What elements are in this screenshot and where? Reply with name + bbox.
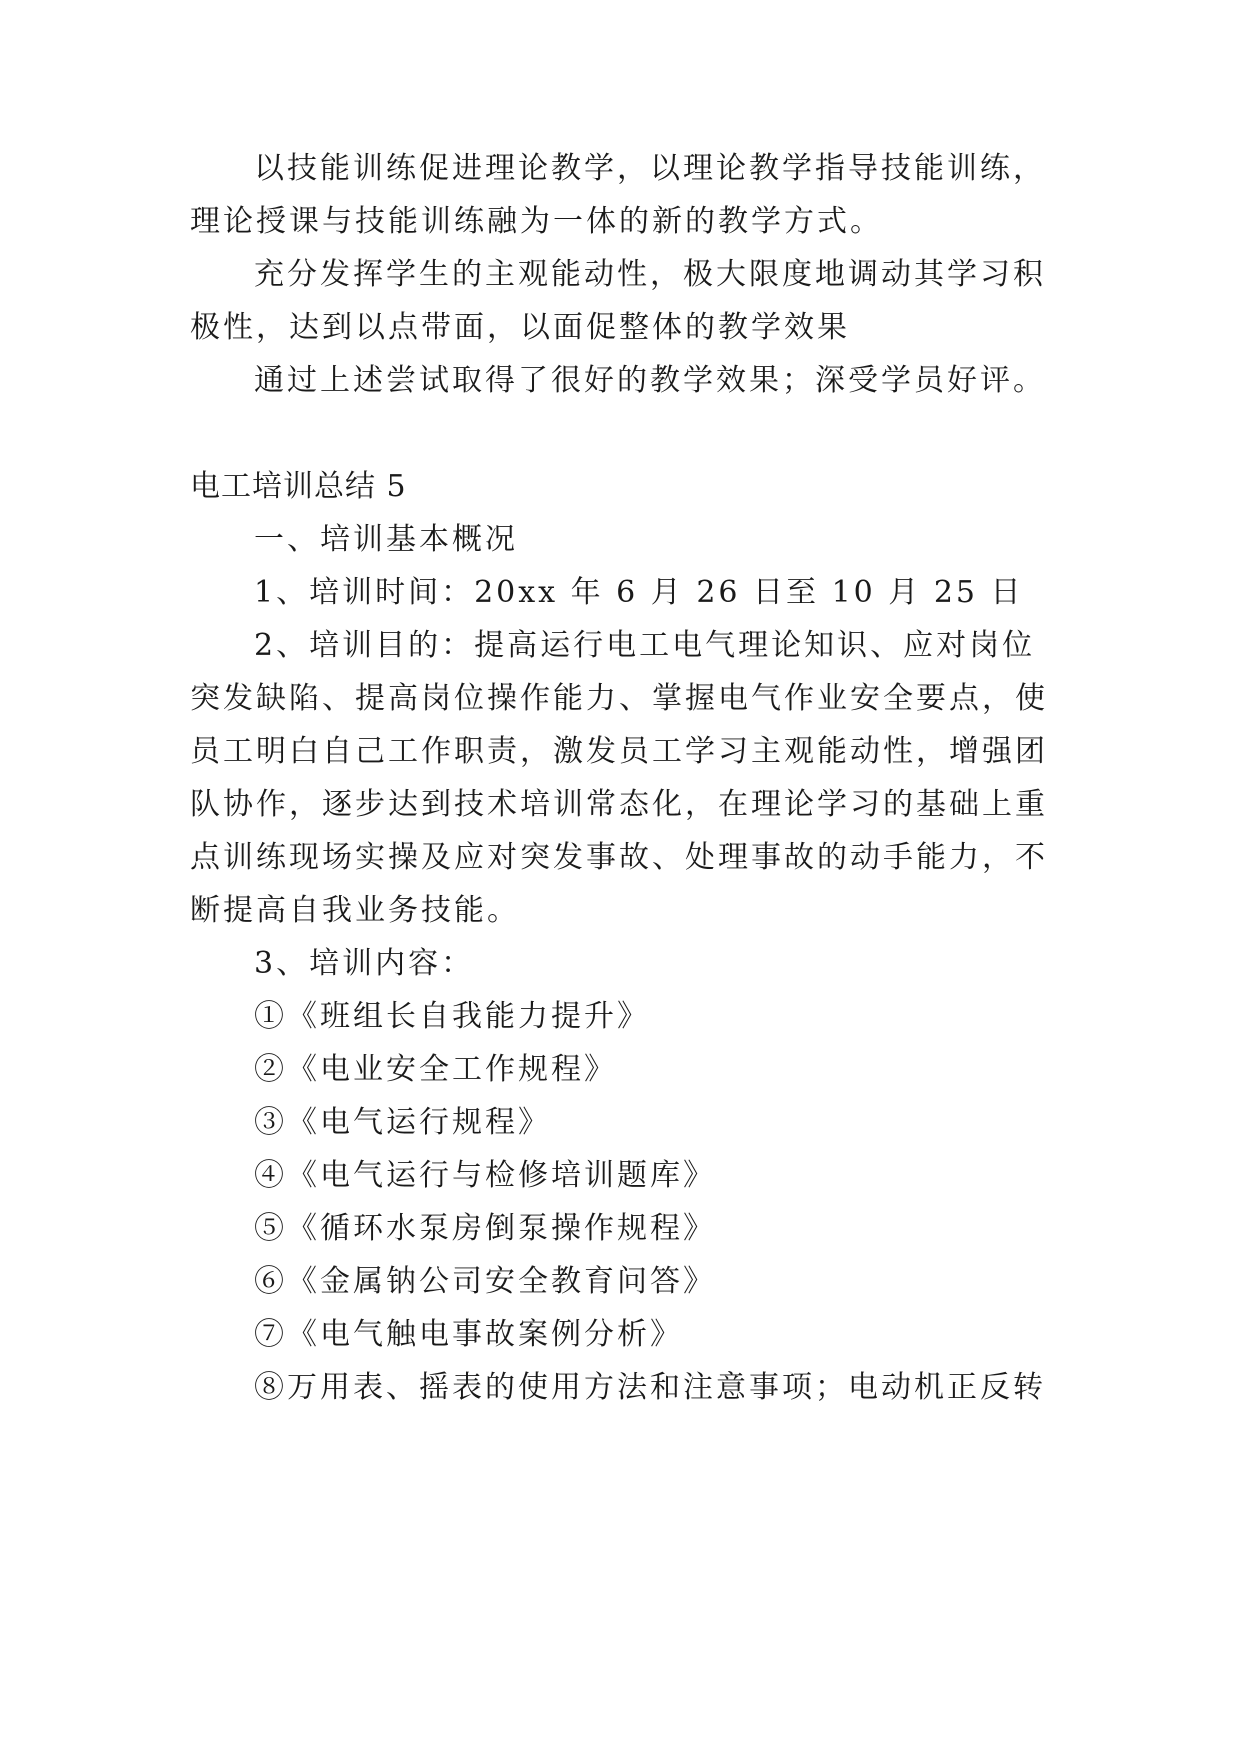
paragraph-1-line-1: 以技能训练促进理论教学，以理论教学指导技能训练， xyxy=(254,151,1046,186)
item-training-goal-line-2: 突发缺陷、提高岗位操作能力、掌握电气作业安全要点，使 xyxy=(190,681,1048,716)
item-training-goal-line-4: 队协作，逐步达到技术培训常态化，在理论学习的基础上重 xyxy=(190,787,1048,822)
content-list-item: ⑦《电气触电事故案例分析》 xyxy=(254,1317,683,1352)
content-list-item: ④《电气运行与检修培训题库》 xyxy=(254,1158,716,1193)
content-list-item: ③《电气运行规程》 xyxy=(254,1105,551,1140)
content-list-item: ⑥《金属钠公司安全教育问答》 xyxy=(254,1264,716,1299)
content-list-item: ①《班组长自我能力提升》 xyxy=(254,999,650,1034)
item-training-time: 1、培训时间：20xx 年 6 月 26 日至 10 月 25 日 xyxy=(254,575,1024,610)
content-list-item: ⑧万用表、摇表的使用方法和注意事项；电动机正反转 xyxy=(254,1370,1046,1405)
item-training-content: 3、培训内容： xyxy=(254,946,475,981)
paragraph-1-line-2: 理论授课与技能训练融为一体的新的教学方式。 xyxy=(190,204,883,239)
paragraph-2-line-1: 充分发挥学生的主观能动性，极大限度地调动其学习积 xyxy=(254,257,1046,292)
paragraph-2-line-2: 极性，达到以点带面，以面促整体的教学效果 xyxy=(190,310,850,345)
item-training-goal-line-1: 2、培训目的：提高运行电工电气理论知识、应对岗位 xyxy=(254,628,1036,663)
item-training-goal-line-3: 员工明白自己工作职责，激发员工学习主观能动性，增强团 xyxy=(190,734,1048,769)
content-list-item: ⑤《循环水泵房倒泵操作规程》 xyxy=(254,1211,716,1246)
content-list-item: ②《电业安全工作规程》 xyxy=(254,1052,617,1087)
item-training-goal-line-6: 断提高自我业务技能。 xyxy=(190,893,520,928)
item-training-goal-line-5: 点训练现场实操及应对突发事故、处理事故的动手能力，不 xyxy=(190,840,1048,875)
paragraph-3-line-1: 通过上述尝试取得了很好的教学效果；深受学员好评。 xyxy=(254,363,1046,398)
section-title: 电工培训总结 5 xyxy=(190,469,407,504)
subheading-overview: 一、培训基本概况 xyxy=(254,522,518,557)
